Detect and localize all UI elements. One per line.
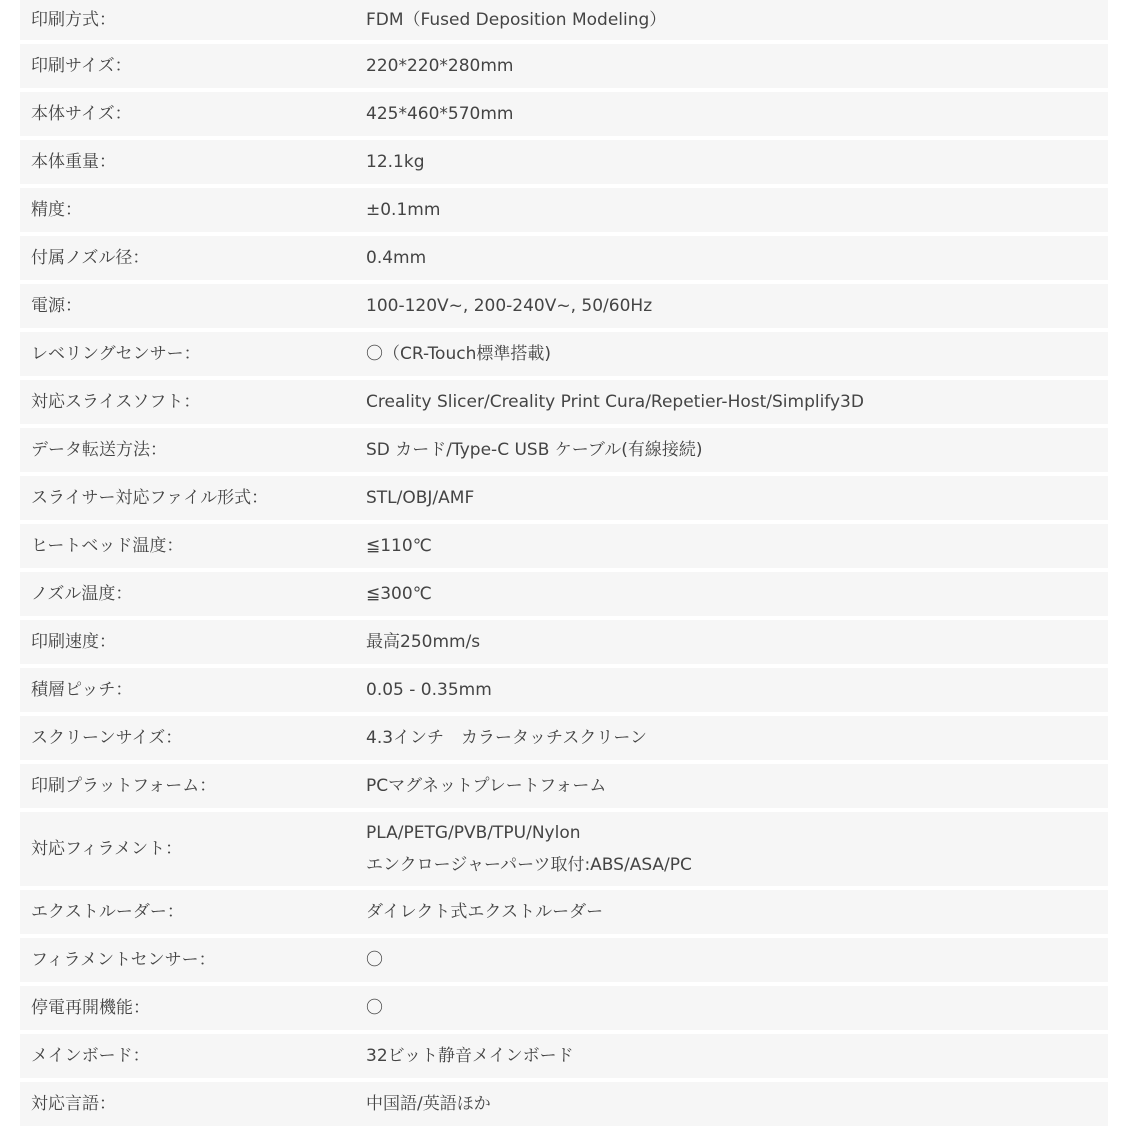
spec-table <box>20 0 1108 1130</box>
spec-label: 本体重量： <box>31 152 116 172</box>
spec-label: スライサー対応ファイル形式： <box>31 488 269 508</box>
spec-value: ダイレクト式エクストルーダー <box>366 902 604 922</box>
spec-row-supported-filament <box>20 810 1108 888</box>
spec-value-line-2: エンクロージャーパーツ取付:ABS/ASA/PC <box>366 855 692 875</box>
spec-label: 印刷速度： <box>31 632 116 652</box>
spec-label: 本体サイズ： <box>31 104 132 124</box>
spec-value: SD カード/Type-C USB ケーブル(有線接続) <box>366 440 703 460</box>
spec-row-print-platform <box>20 762 1108 810</box>
spec-value: 32ビット静音メインボード <box>366 1046 574 1066</box>
spec-label: 印刷プラットフォーム： <box>31 776 217 796</box>
spec-label: スクリーンサイズ： <box>31 728 183 748</box>
spec-label: 対応言語： <box>31 1094 116 1114</box>
spec-label: 対応スライスソフト： <box>31 392 201 412</box>
spec-label: ノズル温度： <box>31 584 133 604</box>
spec-row-data-transfer <box>20 426 1108 474</box>
spec-row-languages <box>20 1080 1108 1128</box>
spec-label: エクストルーダー： <box>31 902 184 922</box>
spec-value: 0.05 - 0.35mm <box>366 680 492 700</box>
spec-row-filament-sensor <box>20 936 1108 984</box>
spec-value: 220*220*280mm <box>366 56 514 76</box>
spec-label: 停電再開機能： <box>31 998 150 1018</box>
spec-label: 電源： <box>31 296 82 316</box>
spec-row-print-method <box>20 0 1108 42</box>
spec-row-body-size <box>20 90 1108 138</box>
spec-row-nozzle-diameter <box>20 234 1108 282</box>
spec-value: 〇（CR-Touch標準搭載) <box>366 344 551 364</box>
spec-row-slicer-software <box>20 378 1108 426</box>
spec-row-power-recovery <box>20 984 1108 1032</box>
spec-value: 最高250mm/s <box>366 632 481 652</box>
spec-value: ±0.1mm <box>366 200 441 220</box>
spec-label: 精度： <box>31 200 82 220</box>
spec-row-file-formats <box>20 474 1108 522</box>
spec-value: STL/OBJ/AMF <box>366 488 475 508</box>
spec-row-precision <box>20 186 1108 234</box>
spec-row-print-speed <box>20 618 1108 666</box>
spec-row-layer-pitch <box>20 666 1108 714</box>
spec-table-body <box>20 0 1108 1128</box>
spec-value: 100-120V~, 200-240V~, 50/60Hz <box>366 296 653 316</box>
spec-label: データ転送方法： <box>31 440 167 460</box>
spec-value: 425*460*570mm <box>366 104 514 124</box>
spec-value: 0.4mm <box>366 248 427 268</box>
spec-value <box>354 810 1108 888</box>
spec-row-leveling-sensor <box>20 330 1108 378</box>
spec-value: PCマグネットプレートフォーム <box>366 776 607 796</box>
spec-value: 4.3インチ カラータッチスクリーン <box>366 728 648 748</box>
spec-row-nozzle-temp <box>20 570 1108 618</box>
spec-row-power <box>20 282 1108 330</box>
spec-value: 〇 <box>366 998 383 1018</box>
spec-row-heatbed-temp <box>20 522 1108 570</box>
spec-value-line-1: PLA/PETG/PVB/TPU/Nylon <box>366 823 581 843</box>
spec-label: 積層ピッチ： <box>31 680 133 700</box>
spec-label: レベリングセンサー： <box>31 344 201 364</box>
spec-value: ≦110℃ <box>366 536 432 556</box>
spec-label: 付属ノズル径： <box>31 248 150 268</box>
spec-row-print-size <box>20 42 1108 90</box>
spec-value: 中国語/英語ほか <box>366 1094 491 1114</box>
spec-row-mainboard <box>20 1032 1108 1080</box>
spec-value: 〇 <box>366 950 383 970</box>
spec-value: ≦300℃ <box>366 584 432 604</box>
spec-label: フィラメントセンサー： <box>31 950 216 970</box>
spec-value: 12.1kg <box>366 152 425 172</box>
spec-row-screen-size <box>20 714 1108 762</box>
spec-row-body-weight <box>20 138 1108 186</box>
spec-label: 対応フィラメント： <box>31 839 183 859</box>
spec-value: Creality Slicer/Creality Print Cura/Repetier-Host/Simplify3D <box>366 392 864 412</box>
spec-label: ヒートベッド温度： <box>31 536 184 556</box>
spec-label: メインボード： <box>31 1046 150 1066</box>
spec-label: 印刷方式： <box>31 10 116 30</box>
spec-label: 印刷サイズ： <box>31 56 132 76</box>
spec-value: FDM（Fused Deposition Modeling） <box>366 10 667 30</box>
spec-row-extruder <box>20 888 1108 936</box>
